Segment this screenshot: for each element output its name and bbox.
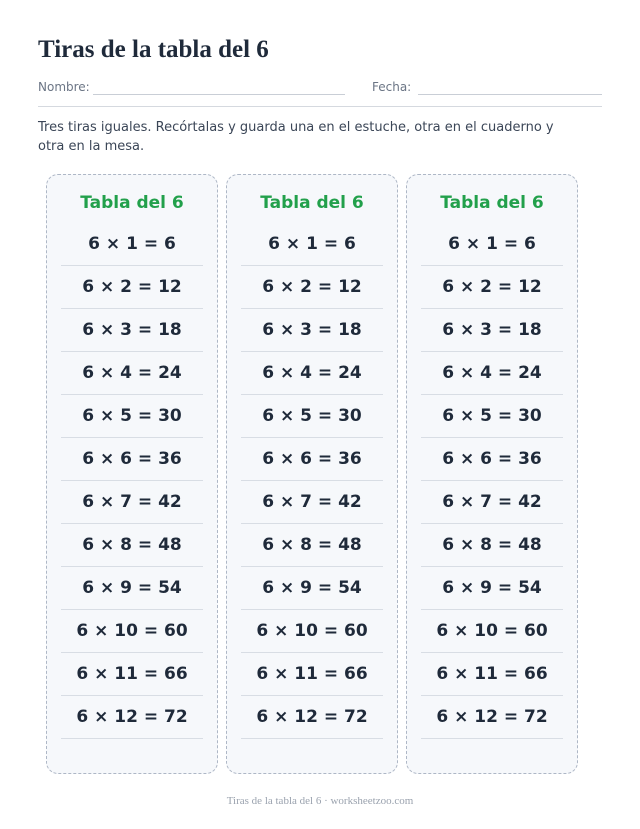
table-row: 6 × 11 = 66 [61, 653, 203, 696]
table-row: 6 × 12 = 72 [241, 696, 383, 739]
strip-2 [226, 174, 398, 774]
table-row: 6 × 3 = 18 [241, 309, 383, 352]
page-title: Tiras de la tabla del 6 [38, 36, 269, 63]
table-row: 6 × 3 = 18 [421, 309, 563, 352]
table-row: 6 × 11 = 66 [421, 653, 563, 696]
strip-title: Tabla del 6 [440, 193, 544, 213]
table-row: 6 × 2 = 12 [241, 266, 383, 309]
table-row: 6 × 10 = 60 [241, 610, 383, 653]
table-row: 6 × 6 = 36 [241, 438, 383, 481]
name-date-fields [38, 80, 602, 96]
table-row: 6 × 5 = 30 [421, 395, 563, 438]
name-line [93, 94, 345, 95]
strip-title: Tabla del 6 [260, 193, 364, 213]
table-row: 6 × 8 = 48 [421, 524, 563, 567]
table-row: 6 × 7 = 42 [421, 481, 563, 524]
table-row: 6 × 5 = 30 [61, 395, 203, 438]
table-row: 6 × 3 = 18 [61, 309, 203, 352]
table-row: 6 × 1 = 6 [241, 223, 383, 266]
date-line [418, 94, 602, 95]
table-row: 6 × 9 = 54 [421, 567, 563, 610]
table-row: 6 × 10 = 60 [61, 610, 203, 653]
table-row: 6 × 8 = 48 [61, 524, 203, 567]
table-row: 6 × 7 = 42 [61, 481, 203, 524]
instructions-text: Tres tiras iguales. Recórtalas y guarda una en el estuche, otra en el cuaderno y otra en la mesa. [38, 120, 554, 154]
table-row: 6 × 9 = 54 [61, 567, 203, 610]
table-row: 6 × 9 = 54 [241, 567, 383, 610]
table-row: 6 × 2 = 12 [421, 266, 563, 309]
name-label: Nombre: [38, 80, 90, 94]
table-row: 6 × 12 = 72 [61, 696, 203, 739]
date-label: Fecha: [372, 80, 412, 94]
strip-1 [46, 174, 218, 774]
table-row: 6 × 7 = 42 [241, 481, 383, 524]
header-divider [38, 106, 602, 107]
table-row: 6 × 1 = 6 [61, 223, 203, 266]
strip-title: Tabla del 6 [80, 193, 184, 213]
strip-3 [406, 174, 578, 774]
table-row: 6 × 10 = 60 [421, 610, 563, 653]
table-row: 6 × 11 = 66 [241, 653, 383, 696]
page-footer: Tiras de la tabla del 6 · worksheetzoo.com [226, 795, 414, 807]
table-row: 6 × 6 = 36 [421, 438, 563, 481]
table-row: 6 × 8 = 48 [241, 524, 383, 567]
table-row: 6 × 5 = 30 [241, 395, 383, 438]
table-row: 6 × 1 = 6 [421, 223, 563, 266]
table-row: 6 × 4 = 24 [61, 352, 203, 395]
table-row: 6 × 4 = 24 [241, 352, 383, 395]
table-row: 6 × 4 = 24 [421, 352, 563, 395]
table-row: 6 × 12 = 72 [421, 696, 563, 739]
table-row: 6 × 6 = 36 [61, 438, 203, 481]
table-row: 6 × 2 = 12 [61, 266, 203, 309]
